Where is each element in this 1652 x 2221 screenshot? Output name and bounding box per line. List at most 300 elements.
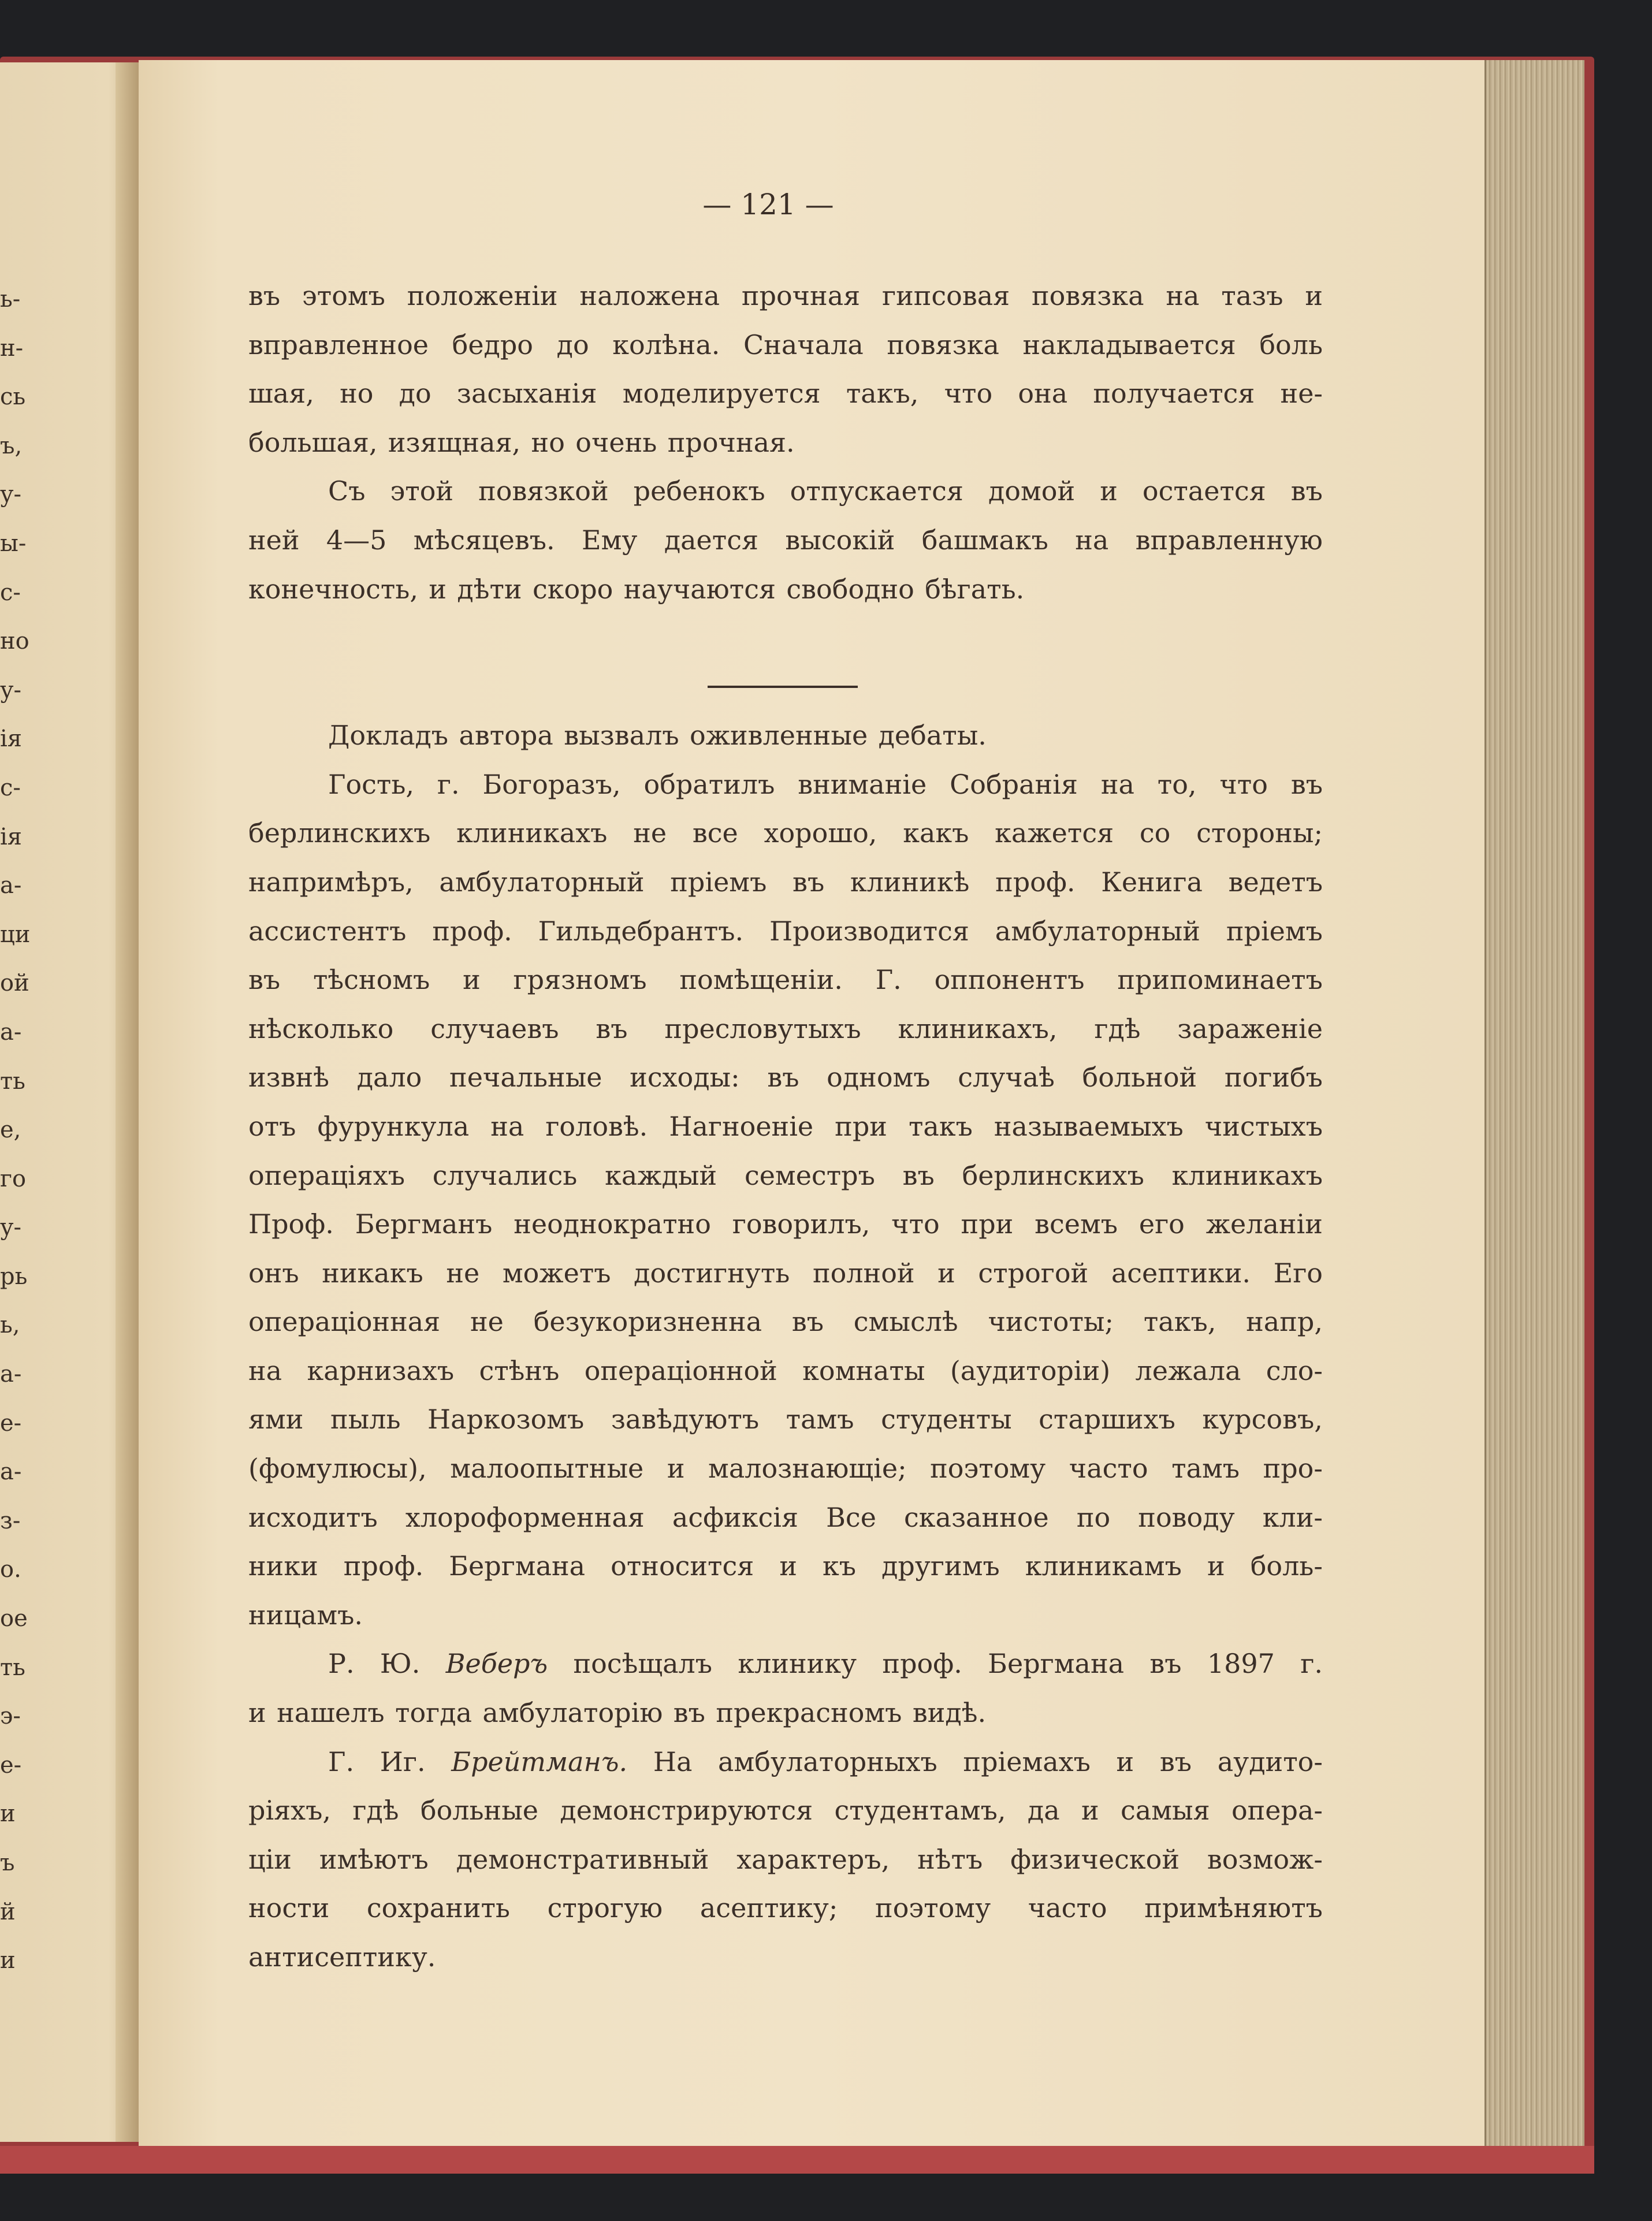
- left-page-fragment: ъ,: [0, 432, 23, 459]
- word: при: [961, 1208, 1014, 1240]
- word: операціяхъ: [248, 1159, 405, 1191]
- text-line: [248, 1493, 1323, 1542]
- word: Его: [1273, 1257, 1323, 1289]
- word: клинику: [738, 1648, 857, 1680]
- word: имѣютъ: [319, 1843, 429, 1875]
- word: положеніи: [407, 280, 558, 311]
- word: извнѣ: [248, 1062, 330, 1093]
- word: берлинскихъ: [248, 817, 431, 849]
- text-line: [248, 1102, 1323, 1151]
- left-page-fragment: у-: [0, 481, 22, 508]
- word: амбулаторный: [439, 866, 645, 898]
- word: при: [835, 1110, 887, 1142]
- word: достигнуть: [634, 1257, 790, 1289]
- word: и: [1116, 1746, 1134, 1777]
- word: ями: [248, 1404, 304, 1435]
- word: засыханія: [456, 378, 597, 410]
- left-page-fragment: ь,: [0, 1312, 20, 1339]
- word: видѣ.: [912, 1697, 987, 1729]
- left-page-fragment: ть: [0, 1654, 25, 1681]
- word: сохранить: [366, 1892, 510, 1924]
- left-page-fragment: ь-: [0, 286, 21, 312]
- word: ницамъ.: [248, 1599, 363, 1631]
- left-page-fragment: у-: [0, 1214, 22, 1241]
- left-page-fragment: ы-: [0, 530, 27, 557]
- word: этой: [390, 475, 454, 507]
- word: Бергмана: [988, 1648, 1125, 1680]
- word: амбулаторный: [995, 915, 1200, 947]
- word: асфиксія: [672, 1501, 799, 1533]
- word: и: [1081, 1795, 1099, 1826]
- word: называемыхъ: [994, 1110, 1184, 1142]
- word: остается: [1142, 475, 1266, 507]
- word: прочная: [741, 280, 861, 311]
- word: прекрасномъ: [716, 1697, 902, 1729]
- word: 4—5: [326, 524, 387, 556]
- word: чистыхъ: [1204, 1110, 1323, 1142]
- word: и: [937, 1257, 955, 1289]
- left-page-fragment: й: [0, 1898, 16, 1925]
- word: пріемахъ: [963, 1746, 1091, 1777]
- word: бедро: [452, 329, 534, 360]
- text-line: [248, 858, 1323, 907]
- left-page-fragment: ія: [0, 823, 23, 850]
- word: амбулаторныхъ: [718, 1746, 937, 1777]
- word: повязка: [1032, 280, 1144, 311]
- word: не-: [1280, 378, 1323, 410]
- word: нѣсколько: [248, 1013, 394, 1044]
- word: и: [1207, 1550, 1225, 1582]
- page-number: — 121 —: [702, 188, 834, 221]
- word: Бергмана: [449, 1550, 586, 1582]
- word: проф.: [995, 866, 1076, 898]
- page-text: [248, 271, 1323, 1982]
- word: обратилъ: [643, 768, 775, 800]
- word: напримѣръ,: [248, 866, 414, 898]
- word: поэтому: [875, 1892, 991, 1924]
- word: не: [470, 1306, 504, 1338]
- word: конечность,: [248, 573, 418, 605]
- word: боль: [1259, 329, 1323, 360]
- word: операціонной: [584, 1355, 777, 1386]
- word: пріемъ: [1226, 915, 1323, 947]
- word: сказанное: [904, 1501, 1049, 1533]
- word: на: [1075, 524, 1109, 556]
- word: гдѣ: [352, 1795, 399, 1826]
- word: боль-: [1250, 1550, 1323, 1582]
- text-line: [248, 955, 1323, 1005]
- left-page-text-fragments: [0, 275, 40, 1996]
- word: полной: [812, 1257, 915, 1289]
- left-page-fragment: сь: [0, 384, 26, 411]
- word: этомъ: [302, 280, 385, 311]
- word: вправленную: [1135, 524, 1323, 556]
- word: и: [1305, 280, 1323, 311]
- word: проф.: [432, 915, 512, 947]
- word: сло-: [1266, 1355, 1323, 1386]
- word: Докладъ: [328, 720, 449, 752]
- word: клиникѣ: [850, 866, 970, 898]
- word: ребенокъ: [633, 475, 765, 507]
- word: Проф.: [248, 1208, 334, 1240]
- word: характеръ,: [736, 1843, 890, 1875]
- word: такъ,: [846, 378, 919, 410]
- word: Гильдебрантъ.: [538, 915, 744, 947]
- word: пресловутыхъ: [664, 1013, 861, 1044]
- word: не: [446, 1257, 480, 1289]
- word: Производится: [769, 915, 969, 947]
- word: безукоризненна: [533, 1306, 762, 1338]
- word: оживленные: [690, 720, 868, 752]
- word: комнаты: [802, 1355, 925, 1386]
- word: опера-: [1231, 1795, 1323, 1826]
- word: самыя: [1121, 1795, 1210, 1826]
- text-line: [248, 1151, 1323, 1200]
- text-line: [248, 907, 1323, 956]
- word: напр,: [1246, 1306, 1323, 1338]
- word: часто: [1069, 1453, 1148, 1485]
- word: антисептику.: [248, 1941, 436, 1973]
- word: научаются: [623, 573, 776, 605]
- left-page-fragment: с-: [0, 774, 21, 801]
- word: (фомулюсы),: [248, 1453, 427, 1485]
- word: ціи: [248, 1843, 292, 1875]
- word: припоминаетъ: [1117, 964, 1323, 996]
- word: что: [891, 1208, 940, 1240]
- left-page-fragment: ой: [0, 970, 29, 997]
- word: нашелъ: [277, 1697, 385, 1729]
- word: до: [556, 329, 589, 360]
- left-page-fragment: а-: [0, 1018, 22, 1046]
- word: помѣщеніи.: [679, 964, 843, 996]
- text-line: [248, 1346, 1323, 1396]
- word: Сначала: [743, 329, 864, 360]
- word: со: [1139, 817, 1171, 849]
- text-line: [248, 1884, 1323, 1933]
- word: клиникахъ: [456, 817, 608, 849]
- word: случаѣ: [958, 1062, 1055, 1093]
- word: аудито-: [1217, 1746, 1323, 1777]
- word: Нагноеніе: [669, 1110, 814, 1142]
- text-line: [248, 1933, 1323, 1982]
- text-line: [248, 1444, 1323, 1493]
- text-line: [248, 467, 1323, 516]
- word: скоро: [532, 573, 613, 605]
- word: неоднократно: [514, 1208, 711, 1240]
- word: и: [779, 1550, 797, 1582]
- word: малоопытные: [450, 1453, 644, 1485]
- word: шая,: [248, 378, 314, 410]
- left-page-fragment: е-: [0, 1751, 22, 1779]
- word: въ: [791, 1306, 824, 1338]
- word: проф.: [343, 1550, 424, 1582]
- word: Все: [826, 1501, 876, 1533]
- word: и: [1100, 475, 1118, 507]
- word: что: [944, 378, 993, 410]
- text-line: [248, 1249, 1323, 1298]
- word: Бергманъ: [355, 1208, 493, 1240]
- word: накладывается: [1022, 329, 1236, 360]
- word: повязкой: [478, 475, 609, 507]
- left-page-fragment: у-: [0, 676, 22, 704]
- left-page-fragment: е,: [0, 1117, 21, 1144]
- word: да: [1027, 1795, 1060, 1826]
- left-page-fragment: а-: [0, 1459, 22, 1486]
- word: въ: [248, 280, 281, 311]
- word: На: [653, 1746, 693, 1777]
- text-line: [248, 418, 1323, 467]
- word: поводу: [1138, 1501, 1235, 1533]
- word: случаевъ: [430, 1013, 559, 1044]
- left-page-fragment: рь: [0, 1263, 28, 1290]
- word: семестръ: [744, 1159, 875, 1191]
- word: вниманіе: [798, 768, 927, 800]
- page-edges: [1484, 60, 1584, 2151]
- word: курсовъ,: [1202, 1404, 1323, 1435]
- text-line: [248, 1297, 1323, 1346]
- word: стороны;: [1196, 817, 1323, 849]
- left-page-fragment: и: [0, 1947, 16, 1974]
- word: вызвалъ: [564, 720, 679, 752]
- word: кажется: [995, 817, 1114, 849]
- word: Р.: [328, 1648, 355, 1680]
- word: Богоразъ,: [482, 768, 621, 800]
- word: то,: [1157, 768, 1197, 800]
- word: Ю.: [379, 1648, 421, 1680]
- word: по: [1076, 1501, 1111, 1533]
- left-page-fragment: о.: [0, 1556, 21, 1583]
- word: часто: [1028, 1892, 1107, 1924]
- word: дебаты.: [878, 720, 987, 752]
- word: Кенига: [1101, 866, 1203, 898]
- word: къ: [823, 1550, 857, 1582]
- word: на: [248, 1355, 282, 1386]
- text-line: [248, 1738, 1323, 1787]
- word: исходы:: [630, 1062, 740, 1093]
- word: получается: [1093, 378, 1255, 410]
- word: студенты: [881, 1404, 1012, 1435]
- word: проф.: [882, 1648, 962, 1680]
- word: стѣнъ: [479, 1355, 560, 1386]
- left-page-fragment: и: [0, 1800, 16, 1828]
- word: въ: [767, 1062, 799, 1093]
- word: исходитъ: [248, 1501, 378, 1533]
- word: физической: [1010, 1843, 1180, 1875]
- word: погибъ: [1224, 1062, 1323, 1093]
- word: Иг.: [379, 1746, 426, 1777]
- left-page-fragment: с-: [0, 579, 21, 606]
- word: повязка: [887, 329, 999, 360]
- word: строгой: [978, 1257, 1089, 1289]
- left-page-fragment: ть: [0, 1067, 25, 1095]
- word: можетъ: [502, 1257, 611, 1289]
- word: поэтому: [930, 1453, 1046, 1485]
- word: пріемъ: [670, 866, 767, 898]
- word: Съ: [328, 475, 366, 507]
- text-line: [248, 809, 1323, 858]
- text-line: [248, 760, 1323, 809]
- word: возмож-: [1207, 1843, 1323, 1875]
- left-page-fragment: но: [0, 628, 29, 655]
- word: ности: [248, 1892, 330, 1924]
- word: клиникахъ,: [898, 1013, 1058, 1044]
- word: никакъ: [322, 1257, 423, 1289]
- word: но: [531, 426, 565, 458]
- text-line: [248, 1591, 1323, 1640]
- word: наложена: [579, 280, 720, 311]
- text-line: [248, 1688, 1323, 1738]
- word: случались: [432, 1159, 578, 1191]
- word: амбулаторію: [482, 1697, 663, 1729]
- word: онъ: [248, 1257, 299, 1289]
- word: демонстративный: [456, 1843, 709, 1875]
- text-line: [248, 1786, 1323, 1835]
- text-line: [248, 711, 1323, 760]
- word: на: [1100, 768, 1134, 800]
- word: тогда: [395, 1697, 472, 1729]
- word: мѣсяцевъ.: [413, 524, 555, 556]
- word: и: [248, 1697, 266, 1729]
- word: въ: [596, 1013, 628, 1044]
- word: (аудиторіи): [950, 1355, 1111, 1386]
- word: ассистентъ: [248, 915, 407, 947]
- word: въ: [1290, 768, 1323, 800]
- word: больной: [1082, 1062, 1197, 1093]
- text-line: [248, 321, 1323, 370]
- word: въ: [792, 866, 825, 898]
- word: дало: [356, 1062, 422, 1093]
- word: демонстрируются: [560, 1795, 813, 1826]
- word: относится: [611, 1550, 754, 1582]
- left-page-fragment: ія: [0, 726, 23, 753]
- word: большая,: [248, 426, 378, 458]
- word: очень: [575, 426, 657, 458]
- word: Г.: [328, 1746, 355, 1777]
- word: прочная.: [667, 426, 795, 458]
- word: до: [399, 378, 431, 410]
- word: строгую: [547, 1892, 663, 1924]
- word: кли-: [1262, 1501, 1323, 1533]
- word: она: [1018, 378, 1068, 410]
- text-line: [248, 516, 1323, 565]
- word: ріяхъ,: [248, 1795, 332, 1826]
- section-divider-row: [248, 613, 1323, 711]
- word: все: [692, 817, 738, 849]
- word: Собранія: [950, 768, 1078, 800]
- word: завѣдуютъ: [611, 1404, 760, 1435]
- left-page-fragment: н-: [0, 334, 24, 362]
- left-page-fragment: ци: [0, 921, 31, 948]
- word: дается: [664, 524, 759, 556]
- left-page-fragment: а-: [0, 1361, 22, 1388]
- word: Веберъ: [445, 1648, 548, 1680]
- word: вправленное: [248, 329, 429, 360]
- word: и: [667, 1453, 685, 1485]
- left-page-fragment: ое: [0, 1605, 28, 1632]
- word: говорилъ,: [732, 1208, 870, 1240]
- word: хлороформенная: [405, 1501, 645, 1533]
- word: тѣсномъ: [312, 964, 430, 996]
- word: зараженіе: [1177, 1013, 1323, 1044]
- word: въ: [1290, 475, 1323, 507]
- word: одномъ: [827, 1062, 931, 1093]
- left-page-fragment: е-: [0, 1409, 22, 1437]
- word: какъ: [903, 817, 969, 849]
- text-line: [248, 369, 1323, 418]
- word: Ему: [582, 524, 638, 556]
- left-page-fragment: з-: [0, 1507, 21, 1534]
- word: студентамъ,: [834, 1795, 1006, 1826]
- word: фурункула: [317, 1110, 470, 1142]
- word: операціонная: [248, 1306, 441, 1338]
- word: на: [1166, 280, 1200, 311]
- word: башмакъ: [921, 524, 1048, 556]
- word: грязномъ: [513, 964, 647, 996]
- word: но: [340, 378, 374, 410]
- word: гипсовая: [881, 280, 1010, 311]
- text-line: [248, 1542, 1323, 1591]
- word: отъ: [248, 1110, 296, 1142]
- text-line: [248, 1005, 1323, 1054]
- word: автора: [459, 720, 553, 752]
- left-page-fragment: го: [0, 1165, 27, 1192]
- word: что: [1219, 768, 1268, 800]
- word: въ: [1159, 1746, 1192, 1777]
- word: больные: [420, 1795, 539, 1826]
- word: карнизахъ: [307, 1355, 455, 1386]
- word: гдѣ: [1094, 1013, 1141, 1044]
- word: такъ: [908, 1110, 973, 1142]
- word: г.: [1300, 1648, 1323, 1680]
- word: старшихъ: [1039, 1404, 1175, 1435]
- word: лежала: [1135, 1355, 1241, 1386]
- text-line: [248, 1395, 1323, 1444]
- word: отпускается: [790, 475, 963, 507]
- word: ведетъ: [1228, 866, 1323, 898]
- text-line: [248, 565, 1323, 614]
- left-page-fragment: э-: [0, 1703, 21, 1730]
- word: берлинскихъ: [962, 1159, 1144, 1191]
- word: колѣна.: [612, 329, 720, 360]
- word: оппонентъ: [934, 964, 1085, 996]
- bottom-cover-edge: [0, 2146, 1594, 2174]
- word: печальные: [449, 1062, 602, 1093]
- text-line: [248, 1200, 1323, 1249]
- word: г.: [437, 768, 460, 800]
- word: Наркозомъ: [427, 1404, 585, 1435]
- word: примѣняютъ: [1144, 1892, 1323, 1924]
- text-line: [248, 1639, 1323, 1688]
- word: каждый: [605, 1159, 717, 1191]
- word: изящная,: [388, 426, 521, 458]
- word: всемъ: [1035, 1208, 1118, 1240]
- word: высокій: [785, 524, 895, 556]
- word: тазъ: [1221, 280, 1283, 311]
- text-line: [248, 1053, 1323, 1102]
- word: малознающіе;: [708, 1453, 907, 1485]
- word: другимъ: [881, 1550, 1000, 1582]
- word: посѣщалъ: [573, 1648, 713, 1680]
- text-line: [248, 271, 1323, 321]
- word: ней: [248, 524, 300, 556]
- word: тамъ: [786, 1404, 854, 1435]
- word: бѣгать.: [925, 573, 1025, 605]
- word: Г.: [875, 964, 902, 996]
- word: Гость,: [328, 768, 415, 800]
- word: желаніи: [1205, 1208, 1323, 1240]
- word: чистоты;: [988, 1306, 1114, 1338]
- word: Брейтманъ.: [451, 1746, 628, 1777]
